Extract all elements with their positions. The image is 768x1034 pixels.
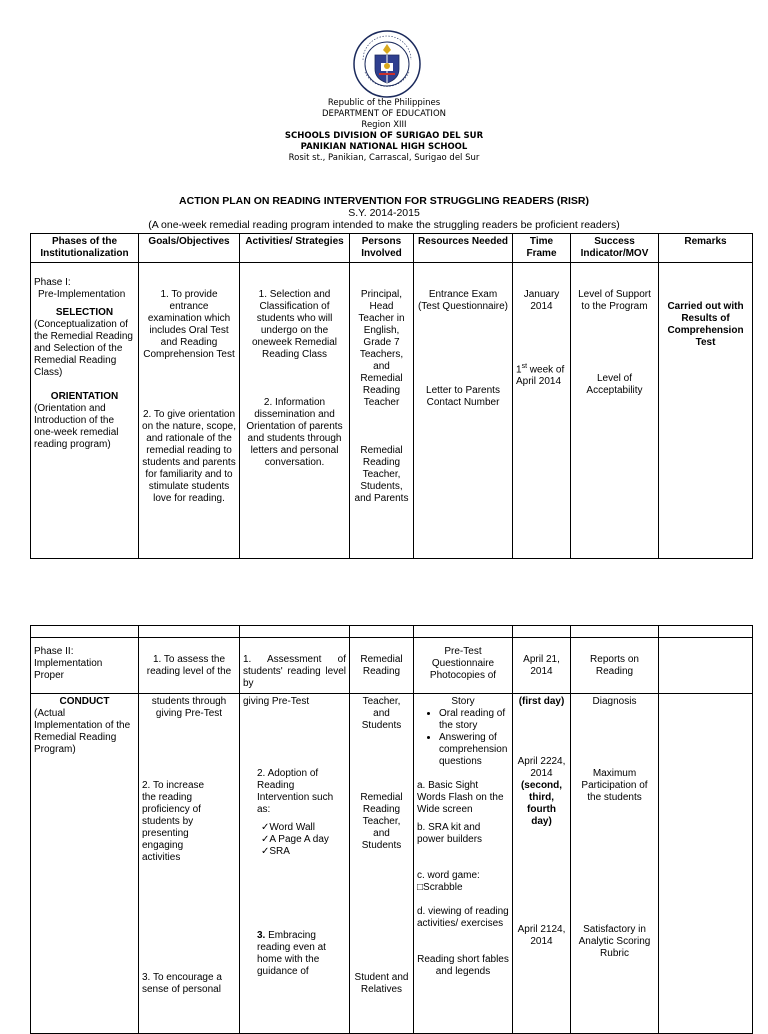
document-subtitle: (A one-week remedial reading program intended to make the struggling readers be proficient readers) xyxy=(148,219,620,231)
header-persons: Persons Involved xyxy=(350,234,414,263)
phase1-remarks-cell xyxy=(659,263,753,559)
phase2-time-1a: April 21, 2014 xyxy=(523,654,560,677)
list-item: ✓ A Page A day xyxy=(273,834,346,846)
phase1-success-cell xyxy=(571,263,659,559)
phase1-activity-2: 2. Information dissemination and Orientation of parents and students through letters and personal conversation. xyxy=(246,397,343,468)
action-plan-table-phase2 xyxy=(30,625,753,1034)
phase2-success-1b: Diagnosis xyxy=(592,696,637,707)
phase2-goal-1a: 1. To assess the reading level of the xyxy=(146,654,232,677)
phase2-resources-1b: Story xyxy=(451,696,475,707)
phase2-activity-3 xyxy=(243,930,337,978)
phase1-time-2-sup: st xyxy=(521,363,528,370)
phase2-name: Implementation Proper xyxy=(34,658,103,681)
phase2-activities-cell xyxy=(240,694,350,1034)
phase2-time-1a-cell xyxy=(513,638,571,694)
selection-desc: (Conceptualization of the Remedial Reading and Selection of the Remedial Reading Class) xyxy=(34,319,133,378)
phase1-time-1: January 2014 xyxy=(523,289,560,312)
phase1-remarks: Carried out with Results of Comprehension Test xyxy=(667,301,744,348)
region-line: Region XIII xyxy=(361,120,407,130)
phase2-resources-3: Reading short fables and legends xyxy=(417,954,509,977)
table-row xyxy=(31,694,753,1034)
phase2-resources-1-list xyxy=(417,708,509,768)
phase1-cell xyxy=(31,263,139,559)
phase2-time-3: April 2124, 2014 xyxy=(517,924,566,947)
division-line: SCHOOLS DIVISION OF SURIGAO DEL SUR xyxy=(284,131,484,141)
phase1-label: Phase I: xyxy=(34,277,71,288)
list-item: ✓ Word Wall xyxy=(273,822,346,834)
phase1-persons-2: Remedial Reading Teacher, Students, and Parents xyxy=(354,445,409,504)
phase2-activity-1a-cell xyxy=(240,638,350,694)
title-block xyxy=(0,195,768,231)
school-name: PANIKIAN NATIONAL HIGH SCHOOL xyxy=(300,142,468,152)
phase1-activities-cell xyxy=(240,263,350,559)
phase2-conduct-cell xyxy=(31,694,139,1034)
phase2-persons-3: Student and Relatives xyxy=(354,972,409,995)
phase2-success-2: Maximum Participation of the students xyxy=(581,768,648,803)
phase1-time-2-rest: week of April 2014 xyxy=(516,364,565,388)
orientation-desc: (Orientation and Introduction of the one-week remedial reading program) xyxy=(34,403,119,450)
phase2-activity-1b: giving Pre-Test xyxy=(243,696,310,707)
letterhead xyxy=(0,98,768,164)
phase1-time-cell xyxy=(513,263,571,559)
header-success-indicator: Success Indicator/MOV xyxy=(571,234,659,263)
school-address: Rosit st., Panikian, Carrascal, Surigao del Sur xyxy=(288,153,480,163)
phase2-goal-1a-cell xyxy=(139,638,240,694)
document-title: ACTION PLAN ON READING INTERVENTION FOR STRUGGLING READERS (RISR) xyxy=(179,195,589,207)
table-header-row-empty xyxy=(31,626,753,638)
deped-seal-logo xyxy=(353,30,421,98)
phase2-activity-3-num: 3. xyxy=(257,930,266,941)
phase2-time-2a: April 2224, 2014 xyxy=(517,756,566,779)
phase1-persons-1: Principal, Head Teacher in English, Grade 7 Teachers, and Remedial Reading Teacher xyxy=(358,289,405,408)
selection-heading: SELECTION xyxy=(55,307,114,318)
phase1-resources-1: Entrance Exam (Test Questionnaire) xyxy=(417,289,509,312)
table-row xyxy=(31,263,753,559)
phase1-resources-cell xyxy=(414,263,513,559)
phase2-remarks-cell-a xyxy=(659,638,753,694)
phase2-cell xyxy=(31,638,139,694)
list-item: ✓ SRA xyxy=(273,846,346,858)
phase2-resources-2b: b. SRA kit and power builders xyxy=(417,822,483,845)
phase1-time-2-num: 1 xyxy=(516,364,522,376)
phase2-persons-cell xyxy=(350,694,414,1034)
phase1-name: Pre-Implementation xyxy=(38,289,126,300)
header-time-frame: Time Frame xyxy=(513,234,571,263)
orientation-heading: ORIENTATION xyxy=(50,391,119,402)
phase2-resources-cell xyxy=(414,694,513,1034)
phase2-resources-1a-cell xyxy=(414,638,513,694)
phase2-resources-2a: a. Basic Sight Words Flash on the Wide screen xyxy=(417,780,504,815)
phase2-success-1a: Reports on Reading xyxy=(590,654,639,677)
phase2-activity-2: 2. Adoption of Reading Intervention such as: xyxy=(257,768,334,815)
header-remarks: Remarks xyxy=(659,234,753,263)
phase1-activity-1: 1. Selection and Classification of students who will undergo on the oneweek Remedial Reading Class xyxy=(251,289,338,360)
phase1-success-1: Level of Support to the Program xyxy=(578,289,651,312)
phase2-label: Phase II: xyxy=(34,646,74,657)
list-item: • Answering of comprehension questions xyxy=(439,732,509,768)
list-item: • Oral reading of the story xyxy=(439,708,509,732)
phase1-goal-1: 1. To provide entrance examination which includes Oral Test and Reading Comprehension Test xyxy=(143,289,235,360)
phase2-persons-2: Remedial Reading Teacher, and Students xyxy=(360,792,403,851)
action-plan-table-phase1 xyxy=(30,233,753,559)
phase2-success-1a-cell xyxy=(571,638,659,694)
phase2-resources-1a: Pre-Test Questionnaire Photocopies of xyxy=(429,646,497,681)
phase2-goal-2: 2. To increase the reading proficiency of students by presenting engaging activities xyxy=(142,780,205,863)
phase1-success-2: Level of Acceptability xyxy=(586,373,643,396)
phase1-persons-cell xyxy=(350,263,414,559)
conduct-desc: (Actual Implementation of the Remedial Reading Program) xyxy=(34,708,131,755)
header-activities: Activities/ Strategies xyxy=(240,234,350,263)
table-row xyxy=(31,638,753,694)
phase2-resources-2d: d. viewing of reading activities/ exercises xyxy=(417,906,509,929)
phase1-goals-cell xyxy=(139,263,240,559)
phase2-success-cell xyxy=(571,694,659,1034)
phase2-time-2b: (second, third, fourth day) xyxy=(520,780,563,827)
table-header-row xyxy=(31,234,753,263)
phase2-activity-1a: 1. Assessment of students' reading level by xyxy=(243,654,346,689)
header-goals: Goals/Objectives xyxy=(139,234,240,263)
phase2-persons-1a-cell xyxy=(350,638,414,694)
phase1-resources-2: Letter to Parents Contact Number xyxy=(426,385,500,408)
phase2-resources-2c: c. word game: xyxy=(417,870,480,881)
phase1-goal-2: 2. To give orientation on the nature, scope, and rationale of the remedial reading to students and parents for familiarity and to stimulate students love for reading. xyxy=(142,409,236,504)
school-year: S.Y. 2014-2015 xyxy=(348,207,420,219)
phase2-persons-1a: Remedial Reading xyxy=(360,654,403,677)
phase2-success-3: Satisfactory in Analytic Scoring Rubric xyxy=(578,924,651,959)
republic-line: Republic of the Philippines xyxy=(327,98,441,108)
phase2-persons-1b: Teacher, and Students xyxy=(361,696,402,731)
phase2-goal-3: 3. To encourage a sense of personal xyxy=(142,972,222,995)
phase2-activity-2-list xyxy=(243,822,346,858)
phase2-goals-cell xyxy=(139,694,240,1034)
header-phases: Phases of the Institutionalization xyxy=(31,234,139,263)
department-line: DEPARTMENT OF EDUCATION xyxy=(321,109,446,119)
phase2-time-cell xyxy=(513,694,571,1034)
phase2-activity-3-text: Embracing reading even at home with the guidance of xyxy=(257,930,326,977)
phase2-resources-2c-item: □ Scrabble xyxy=(417,882,509,894)
conduct-heading: CONDUCT xyxy=(59,696,110,707)
phase1-time-2 xyxy=(516,361,567,388)
header-resources: Resources Needed xyxy=(414,234,513,263)
phase2-time-1b: (first day) xyxy=(518,696,565,707)
phase2-remarks-cell-b xyxy=(659,694,753,1034)
phase2-goal-1b: students through giving Pre-Test xyxy=(151,696,227,719)
